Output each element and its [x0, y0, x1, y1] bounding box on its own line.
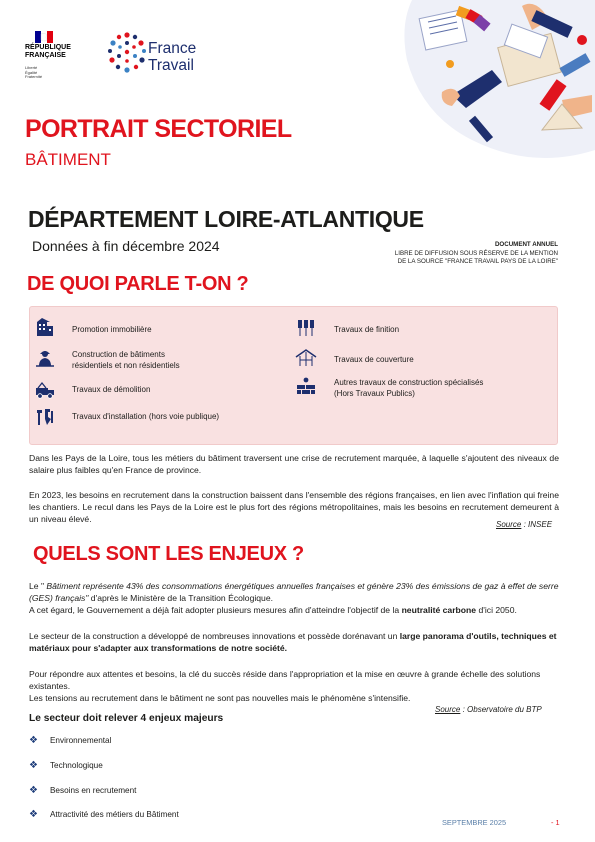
construction-tools-illustration [382, 0, 595, 162]
source-label: Source [496, 520, 522, 529]
list-item [29, 735, 111, 746]
rf-line-2: FRANÇAISE [25, 51, 66, 59]
enjeux-list-title: Le secteur doit relever 4 enjeux majeurs [29, 713, 224, 724]
enjeux-paragraph-4: Pour répondre aux attentes et besoins, la clé du succès réside dans l'appropriation et la mise en œuvre à grande échelle des solutions existantes. [29, 669, 541, 691]
section-heading-quoi: DE QUOI PARLE T-ON ? [27, 273, 249, 295]
source-value: : Observatoire du BTP [460, 705, 542, 714]
text-run: d'après le Ministère de la Transition Écologique. [88, 593, 274, 603]
list-item-label: Attractivité des métiers du Bâtiment [49, 810, 179, 819]
list-item [29, 809, 179, 820]
rf-line-1: RÉPUBLIQUE [25, 44, 71, 51]
category-label [72, 350, 180, 371]
category-label: Travaux d'installation (hors voie publique) [72, 412, 220, 421]
construction-worker-icon [34, 348, 56, 368]
france-travail-logo-icon [104, 30, 150, 76]
category-label-line: (Hors Travaux Publics) [334, 388, 415, 398]
diamond-bullet-icon: ❖ [29, 735, 38, 746]
section-heading-enjeux: QUELS SONT LES ENJEUX ? [33, 543, 304, 565]
ft-name-line-1: France [148, 40, 197, 57]
text-run: Le secteur de la construction a développé de nombreuses innovations et possède dorénavant un [29, 631, 400, 641]
list-item [29, 760, 103, 771]
page-number: - 1 [551, 818, 560, 827]
building-icon [34, 318, 56, 338]
intro-paragraph-1: Dans les Pays de la Loire, tous les métiers du bâtiment traversent une crise de recrutement marquée, à laquelle s'ajoutent des niveaux de salaire plus faibles qu'en France de province. [29, 453, 559, 476]
marianne-flag-icon [35, 31, 53, 43]
enjeux-paragraph-3 [29, 630, 559, 654]
intro-paragraph-2: En 2023, les besoins en recrutement dans la construction baissent dans l'ensemble des régions françaises, en lien avec l'inflation qui freine les chantiers. Le recul dans les Pays de la Loire est le plus fort des régions métropolitaines, mais les besoins en recrutement demeurent à un niveau élevé. [29, 490, 559, 525]
roof-icon [295, 348, 317, 368]
bold-text: large panorama d'outils, techniques et matériaux pour s'adapter aux transformations de notre société. [29, 631, 557, 653]
enjeux-paragraph-1 [29, 580, 559, 604]
category-label: Promotion immobilière [72, 325, 152, 334]
source-label: Source [435, 705, 461, 714]
diamond-bullet-icon: ❖ [29, 785, 38, 796]
motto-line: Liberté [25, 65, 38, 70]
footer-date: SEPTEMBRE 2025 [442, 818, 507, 827]
france-travail-name [148, 40, 196, 74]
text-run: d'ici 2050. [476, 605, 517, 615]
category-label-line: Construction de bâtiments [72, 350, 165, 359]
category-label: Travaux de démolition [72, 385, 151, 394]
department-title: DÉPARTEMENT LOIRE-ATLANTIQUE [28, 206, 424, 232]
source-value: : INSEE [521, 520, 553, 529]
doc-note-line-3: DE LA SOURCE "FRANCE TRAVAIL PAYS DE LA LOIRE" [397, 258, 558, 266]
page-subtitle: BÂTIMENT [25, 150, 111, 169]
list-item-label: Besoins en recrutement [49, 786, 137, 795]
bold-text: neutralité carbone [401, 605, 477, 615]
quote-text: Bâtiment représente 43% des consommations énergétiques annuelles françaises et génère 23% des émissions de gaz à effet de serre (GES) français" [29, 581, 559, 603]
category-label: Travaux de couverture [334, 355, 414, 364]
category-label-line: Autres travaux de construction spécialisés [334, 378, 484, 387]
ft-name-line-2: Travail [148, 57, 194, 74]
diamond-bullet-icon: ❖ [29, 760, 38, 771]
source-insee [496, 520, 552, 529]
doc-note-line-2: LIBRE DE DIFFUSION SOUS RÉSERVE DE LA MENTION [394, 249, 558, 257]
enjeux-paragraph-5: Les tensions au recrutement dans le bâtiment ne sont pas nouvelles mais le phénomène s'intensifie. [29, 693, 411, 703]
diamond-bullet-icon: ❖ [29, 809, 38, 820]
category-label-line: résidentiels et non résidentiels [72, 360, 180, 370]
list-item-label: Environnemental [49, 736, 112, 745]
doc-note-line-1: DOCUMENT ANNUEL [494, 241, 558, 248]
enjeux-paragraph-2 [29, 604, 559, 616]
data-date: Données à fin décembre 2024 [32, 238, 220, 254]
list-item [29, 785, 136, 796]
text-run: A cet égard, le Gouvernement a déjà fait adopter plusieurs mesures afin d'atteindre l'objectif de la [29, 605, 402, 615]
text-run: Le " [29, 581, 47, 591]
rf-motto [25, 66, 42, 80]
list-item-label: Technologique [49, 761, 103, 770]
source-observatoire [435, 705, 542, 714]
motto-line: Fraternité [25, 74, 43, 79]
page-title: PORTRAIT SECTORIEL [25, 115, 292, 143]
paint-brushes-icon [295, 318, 317, 338]
tools-icon [34, 407, 56, 427]
motto-line: Égalité [25, 69, 38, 75]
demolition-truck-icon [34, 380, 56, 400]
category-label: Travaux de finition [334, 325, 400, 334]
republique-francaise-logo [25, 44, 95, 59]
document-note [358, 241, 558, 267]
bricks-icon [295, 376, 317, 396]
category-label [334, 378, 483, 399]
